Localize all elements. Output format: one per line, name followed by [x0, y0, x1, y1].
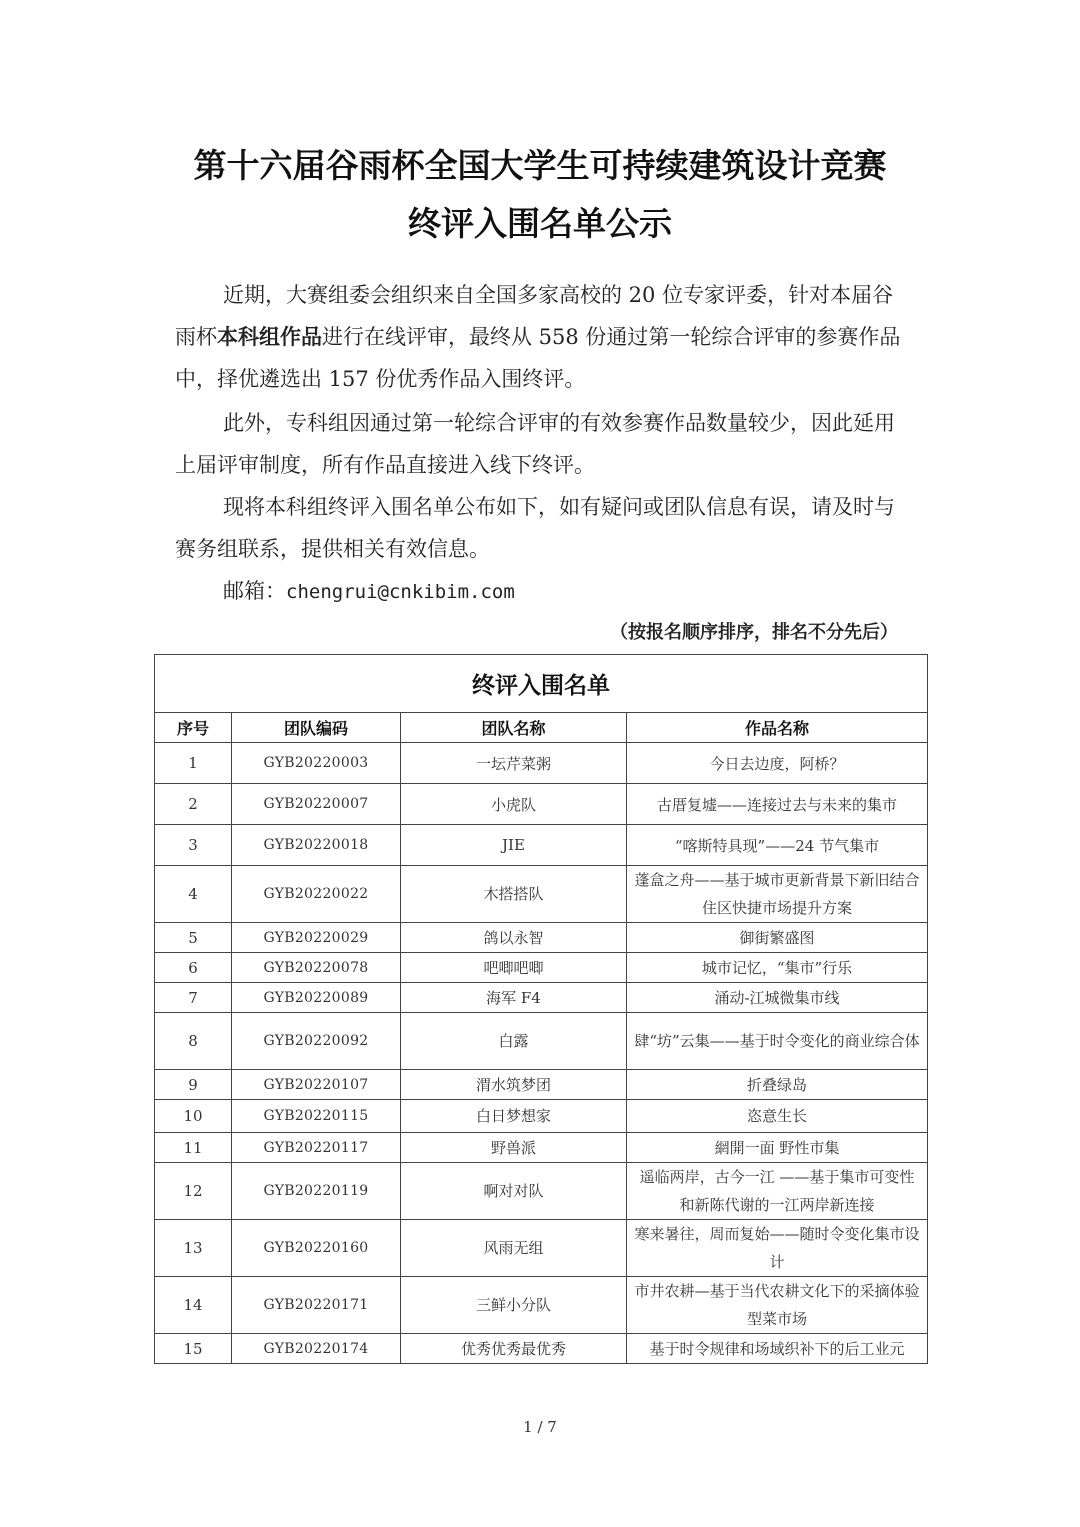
- table-row: [155, 743, 928, 784]
- row-no: 11: [155, 1133, 232, 1163]
- row-work: “喀斯特具现”——24 节气集市: [627, 825, 928, 866]
- table-row: [155, 983, 928, 1013]
- row-team: 小虎队: [401, 784, 627, 825]
- row-team: 一坛芹菜粥: [401, 743, 627, 784]
- vocational-text: 此外，专科组因通过第一轮综合评审的有效参赛作品数量较少，因此延用上届评审制度，所有作品直接进入线下终评。: [175, 411, 895, 477]
- row-team: 鸽以永智: [401, 923, 627, 953]
- table-header-row: [155, 713, 928, 743]
- document-title-line1: 第十六届谷雨杯全国大学生可持续建筑设计竞赛: [193, 146, 887, 185]
- row-no: 10: [155, 1100, 232, 1133]
- announcement-paragraph: [175, 486, 905, 570]
- row-code: GYB20220107: [232, 1070, 401, 1100]
- row-code: GYB20220018: [232, 825, 401, 866]
- document-title-line2: 终评入围名单公示: [408, 204, 672, 243]
- header-no: 序号: [155, 713, 232, 743]
- row-team: 风雨无组: [401, 1220, 627, 1277]
- table-row: [155, 1277, 928, 1334]
- row-team: 优秀优秀最优秀: [401, 1334, 627, 1364]
- finalist-table-wrap: [154, 654, 927, 1364]
- intro-text-a: 近期，大赛组委会组织来自全国多家高校的 20 位专家评委，针对本届谷雨杯: [175, 283, 894, 349]
- header-work-name: 作品名称: [627, 713, 928, 743]
- row-no: 14: [155, 1277, 232, 1334]
- table-row: [155, 1133, 928, 1163]
- row-code: GYB20220174: [232, 1334, 401, 1364]
- table-row: [155, 1100, 928, 1133]
- row-work: 肆“坊”云集——基于时令变化的商业综合体: [627, 1013, 928, 1070]
- row-no: 3: [155, 825, 232, 866]
- row-team: 吧唧吧唧: [401, 953, 627, 983]
- email-label: 邮箱：: [223, 579, 286, 603]
- finalist-table: [154, 654, 928, 1364]
- row-team: 白露: [401, 1013, 627, 1070]
- table-row: [155, 1220, 928, 1277]
- row-code: GYB20220117: [232, 1133, 401, 1163]
- row-work: 折叠绿岛: [627, 1070, 928, 1100]
- row-no: 5: [155, 923, 232, 953]
- email-address[interactable]: chengrui@cnkibim.com: [286, 581, 515, 603]
- row-no: 9: [155, 1070, 232, 1100]
- intro-paragraph: [175, 274, 905, 400]
- table-caption: 终评入围名单: [155, 655, 928, 713]
- header-team-code: 团队编码: [232, 713, 401, 743]
- row-work: 御街繁盛图: [627, 923, 928, 953]
- row-work: 網開一面 野性市集: [627, 1133, 928, 1163]
- row-code: GYB20220171: [232, 1277, 401, 1334]
- table-row: [155, 784, 928, 825]
- intro-bold-text: 本科组作品: [217, 325, 322, 349]
- row-code: GYB20220119: [232, 1163, 401, 1220]
- table-row: [155, 1070, 928, 1100]
- row-team: 渭水筑梦团: [401, 1070, 627, 1100]
- row-work: 蓬盒之舟——基于城市更新背景下新旧结合住区快捷市场提升方案: [627, 866, 928, 923]
- row-team: 野兽派: [401, 1133, 627, 1163]
- row-code: GYB20220089: [232, 983, 401, 1013]
- row-work: 恣意生长: [627, 1100, 928, 1133]
- announcement-text: 现将本科组终评入围名单公布如下，如有疑问或团队信息有误，请及时与赛务组联系，提供相关有效信息。: [175, 495, 895, 561]
- row-work: 古厝复墟——连接过去与未来的集市: [627, 784, 928, 825]
- table-row: [155, 1163, 928, 1220]
- row-no: 2: [155, 784, 232, 825]
- table-row: [155, 825, 928, 866]
- row-code: GYB20220160: [232, 1220, 401, 1277]
- row-work: 基于时令规律和场域织补下的后工业元: [627, 1334, 928, 1364]
- row-code: GYB20220029: [232, 923, 401, 953]
- row-team: 啊对对队: [401, 1163, 627, 1220]
- row-team: JIE: [401, 825, 627, 866]
- row-code: GYB20220115: [232, 1100, 401, 1133]
- row-team: 海军 F4: [401, 983, 627, 1013]
- sort-note: （按报名顺序排序，排名不分先后）: [610, 622, 898, 643]
- page-number: 1 / 7: [523, 1418, 557, 1436]
- row-work: 寒来暑往，周而复始——随时令变化集市设计: [627, 1220, 928, 1277]
- row-code: GYB20220003: [232, 743, 401, 784]
- row-no: 15: [155, 1334, 232, 1364]
- table-row: [155, 866, 928, 923]
- row-no: 6: [155, 953, 232, 983]
- row-no: 13: [155, 1220, 232, 1277]
- row-no: 8: [155, 1013, 232, 1070]
- row-code: GYB20220078: [232, 953, 401, 983]
- row-no: 7: [155, 983, 232, 1013]
- header-team-name: 团队名称: [401, 713, 627, 743]
- intro-text-b: 进行在线评审，最终从 558 份通过第一轮综合评审的参赛作品中，择优遴选出 157 份优秀作品入围终评。: [175, 325, 901, 391]
- row-work: 遥临两岸，古今一江 ——基于集市可变性和新陈代谢的一江两岸新连接: [627, 1163, 928, 1220]
- vocational-paragraph: [175, 402, 905, 486]
- row-team: 三鲜小分队: [401, 1277, 627, 1334]
- table-row: [155, 1013, 928, 1070]
- table-row: [155, 953, 928, 983]
- row-work: 涌动-江城微集市线: [627, 983, 928, 1013]
- row-no: 4: [155, 866, 232, 923]
- row-code: GYB20220007: [232, 784, 401, 825]
- row-work: 市井农耕—基于当代农耕文化下的采摘体验型菜市场: [627, 1277, 928, 1334]
- row-work: 城市记忆，“集市”行乐: [627, 953, 928, 983]
- email-line: [175, 570, 905, 613]
- table-row: [155, 923, 928, 953]
- row-no: 12: [155, 1163, 232, 1220]
- table-row: [155, 1334, 928, 1364]
- row-team: 木搭搭队: [401, 866, 627, 923]
- row-code: GYB20220022: [232, 866, 401, 923]
- row-work: 今日去边度，阿桥？: [627, 743, 928, 784]
- row-no: 1: [155, 743, 232, 784]
- row-team: 白日梦想家: [401, 1100, 627, 1133]
- row-code: GYB20220092: [232, 1013, 401, 1070]
